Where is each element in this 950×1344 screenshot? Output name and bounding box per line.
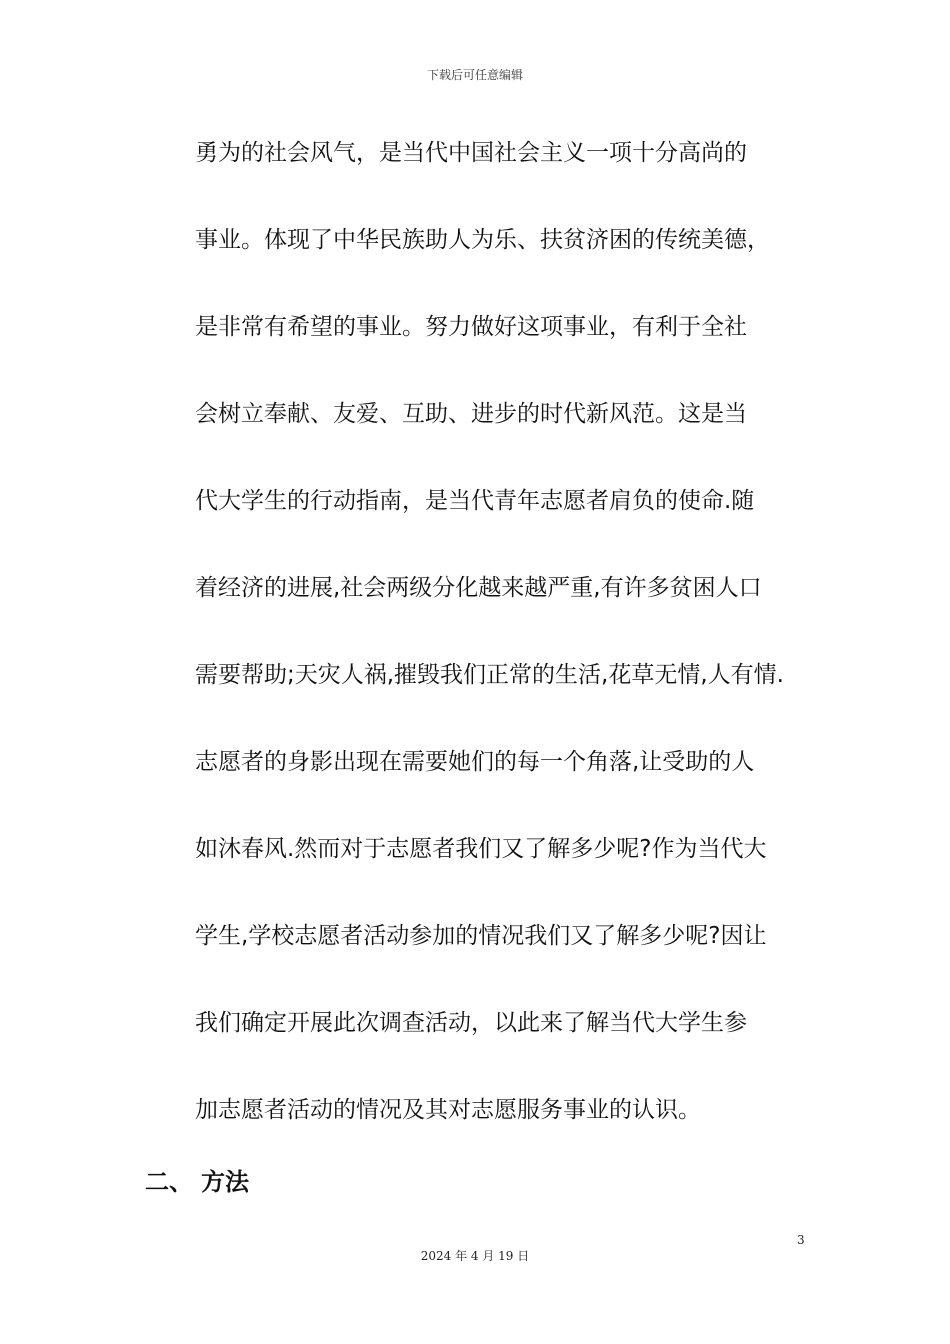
section-heading bbox=[145, 1162, 249, 1202]
section-number: 二、 bbox=[145, 1168, 193, 1196]
page-number: 3 bbox=[797, 1233, 805, 1247]
body-line: 是非常有希望的事业。努力做好这项事业，有利于全社 bbox=[195, 314, 747, 340]
header-note: 下载后可任意编辑 bbox=[426, 68, 523, 82]
footer-date: 2024 年 4 月 19 日 bbox=[420, 1249, 530, 1263]
body-line: 代大学生的行动指南，是当代青年志愿者肩负的使命.随 bbox=[195, 488, 755, 514]
body-line: 会树立奉献、友爱、互助、进步的时代新风范。这是当 bbox=[195, 401, 747, 427]
body-line: 事业。体现了中华民族助人为乐、扶贫济困的传统美德， bbox=[195, 227, 770, 253]
body-line: 需要帮助;天灾人祸,摧毁我们正常的生活,花草无情,人有情. bbox=[195, 662, 784, 688]
body-line: 如沐春风.然而对于志愿者我们又了解多少呢?作为当代大 bbox=[195, 836, 767, 862]
body-line: 志愿者的身影出现在需要她们的每一个角落,让受助的人 bbox=[195, 749, 755, 775]
section-title: 方法 bbox=[201, 1168, 249, 1196]
body-line: 学生,学校志愿者活动参加的情况我们又了解多少呢?因让 bbox=[195, 923, 767, 949]
body-line: 我们确定开展此次调查活动，以此来了解当代大学生参 bbox=[195, 1010, 747, 1036]
body-text bbox=[195, 131, 795, 1175]
body-line: 着经济的进展,社会两级分化越来越严重,有许多贫困人口 bbox=[195, 575, 762, 601]
body-line: 勇为的社会风气，是当代中国社会主义一项十分高尚的 bbox=[195, 140, 747, 166]
body-line: 加志愿者活动的情况及其对志愿服务事业的认识。 bbox=[195, 1097, 701, 1123]
